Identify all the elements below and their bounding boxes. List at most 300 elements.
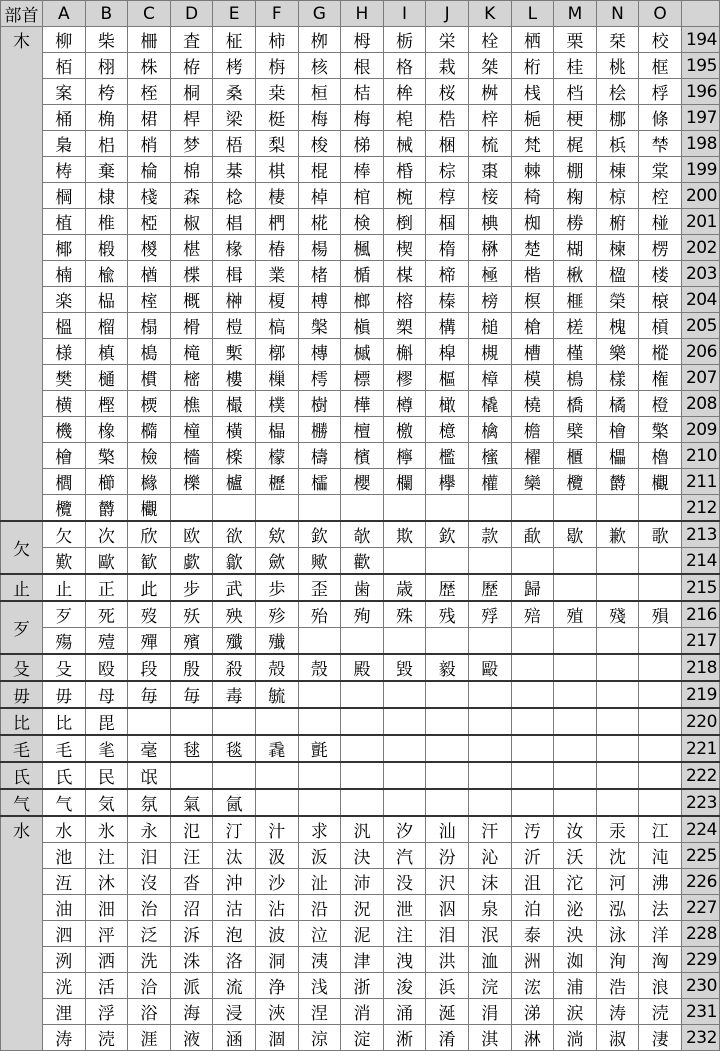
radical-column-header: 部首 [1,1,43,27]
kanji-cell: 波 [255,921,298,947]
kanji-cell: 泥 [341,921,384,947]
kanji-cell: 柿 [255,27,298,53]
kanji-cell: 桃 [596,53,639,79]
kanji-cell: 櫞 [128,469,171,495]
kanji-cell: 栃 [383,27,426,53]
kanji-cell: 沸 [639,869,682,895]
kanji-cell: 棡 [43,183,86,209]
kanji-cell: 桜 [426,79,469,105]
kanji-cell: 櫺 [298,469,341,495]
kanji-cell: 樒 [170,365,213,391]
kanji-cell: 檮 [298,443,341,469]
kanji-cell [426,628,469,655]
page-number: 210 [681,443,719,469]
kanji-cell: 汕 [426,816,469,843]
kanji-cell: 浩 [596,973,639,999]
table-row [1,681,720,708]
table-row [1,762,720,789]
kanji-cell: 浣 [468,973,511,999]
kanji-cell: 沒 [128,869,171,895]
kanji-cell [639,762,682,789]
kanji-cell [213,495,256,522]
kanji-cell: 泉 [468,895,511,921]
kanji-cell: 模 [511,365,554,391]
kanji-cell: 棘 [511,157,554,183]
table-row [1,601,720,628]
radical-cell: 欠 [1,521,43,574]
kanji-cell: 榲 [43,313,86,339]
kanji-cell: 楹 [596,261,639,287]
kanji-cell: 涎 [426,999,469,1025]
kanji-cell: 柴 [85,27,128,53]
kanji-cell: 洗 [128,947,171,973]
kanji-cell [170,708,213,735]
kanji-cell: 樣 [596,365,639,391]
kanji-cell: 椚 [255,209,298,235]
kanji-cell: 歳 [383,574,426,601]
kanji-cell: 榮 [596,287,639,313]
kanji-cell: 楙 [468,235,511,261]
page-number: 232 [681,1025,719,1051]
kanji-cell: 毬 [170,735,213,762]
table-row [1,313,720,339]
kanji-cell: 横 [43,391,86,417]
kanji-cell: 椨 [596,209,639,235]
kanji-cell: 査 [170,27,213,53]
kanji-cell: 栖 [511,27,554,53]
kanji-cell: 氓 [128,762,171,789]
kanji-cell: 浬 [43,999,86,1025]
kanji-cell [468,762,511,789]
kanji-cell: 桓 [298,79,341,105]
kanji-cell: 楼 [639,261,682,287]
kanji-cell: 泝 [170,921,213,947]
kanji-cell: 殊 [383,601,426,628]
kanji-cell: 槓 [639,313,682,339]
kanji-cell: 沃 [554,843,597,869]
kanji-cell: 梧 [213,131,256,157]
column-header-o: O [639,1,682,27]
kanji-cell: 沖 [213,869,256,895]
kanji-cell: 橄 [426,391,469,417]
kanji-cell [341,735,384,762]
page-number: 199 [681,157,719,183]
kanji-cell: 汲 [255,843,298,869]
kanji-cell: 欸 [255,521,298,548]
kanji-cell: 梦 [170,131,213,157]
page-number: 214 [681,548,719,575]
kanji-cell: 欅 [426,469,469,495]
kanji-cell: 歯 [341,574,384,601]
kanji-cell: 楕 [426,235,469,261]
kanji-cell: 櫚 [43,469,86,495]
table-row [1,209,720,235]
kanji-cell: 殪 [85,628,128,655]
kanji-cell: 梠 [85,131,128,157]
kanji-cell: 椥 [511,209,554,235]
page-number: 196 [681,79,719,105]
kanji-cell: 殻 [255,654,298,681]
kanji-cell: 歿 [128,601,171,628]
kanji-cell: 樌 [128,365,171,391]
kanji-cell: 栴 [255,53,298,79]
kanji-cell: 槧 [213,339,256,365]
kanji-cell: 洲 [511,947,554,973]
column-header-d: D [170,1,213,27]
kanji-cell: 殿 [341,654,384,681]
kanji-cell [426,681,469,708]
kanji-cell [596,681,639,708]
kanji-cell: 棯 [213,183,256,209]
kanji-cell: 櫓 [639,443,682,469]
kanji-cell: 毓 [255,681,298,708]
table-row [1,708,720,735]
kanji-cell: 汞 [596,816,639,843]
column-header-c: C [128,1,171,27]
kanji-cell: 気 [85,789,128,816]
kanji-cell: 殍 [468,601,511,628]
kanji-cell: 椒 [170,209,213,235]
kanji-cell: 椁 [426,183,469,209]
kanji-cell: 橙 [639,391,682,417]
page-number: 217 [681,628,719,655]
kanji-cell [128,708,171,735]
kanji-cell: 歇 [554,521,597,548]
kanji-cell: 涛 [596,999,639,1025]
kanji-cell: 泅 [426,895,469,921]
kanji-cell: 泪 [426,921,469,947]
kanji-cell [639,708,682,735]
kanji-cell: 段 [128,654,171,681]
kanji-cell [426,762,469,789]
kanji-cell: 歩 [255,574,298,601]
kanji-cell: 沾 [255,895,298,921]
kanji-cell: 楠 [43,261,86,287]
kanji-cell: 淒 [639,1025,682,1051]
table-row [1,443,720,469]
kanji-cell [511,789,554,816]
kanji-cell [426,735,469,762]
kanji-cell: 泙 [85,921,128,947]
kanji-cell [170,762,213,789]
kanji-cell: 榀 [85,287,128,313]
kanji-cell: 欝 [85,495,128,522]
kanji-cell: 歡 [341,548,384,575]
kanji-cell [511,654,554,681]
kanji-cell: 涜 [639,999,682,1025]
kanji-cell: 樛 [383,365,426,391]
page-number: 227 [681,895,719,921]
kanji-cell: 泡 [213,921,256,947]
kanji-cell: 槃 [298,313,341,339]
kanji-cell: 殫 [128,628,171,655]
kanji-cell: 楯 [341,261,384,287]
kanji-cell: 欒 [511,469,554,495]
kanji-cell: 榜 [468,287,511,313]
kanji-cell [468,495,511,522]
table-row [1,628,720,655]
kanji-cell [511,708,554,735]
kanji-cell [298,495,341,522]
kanji-cell: 殷 [170,654,213,681]
kanji-cell [511,681,554,708]
kanji-cell [341,681,384,708]
kanji-cell: 棔 [383,157,426,183]
kanji-cell: 池 [43,843,86,869]
kanji-cell [298,762,341,789]
kanji-cell: 桶 [43,105,86,131]
kanji-cell: 槊 [383,313,426,339]
kanji-cell: 汗 [468,816,511,843]
kanji-cell: 榑 [298,287,341,313]
kanji-cell: 沽 [213,895,256,921]
table-header [1,1,720,27]
kanji-cell: 楫 [213,261,256,287]
kanji-cell [341,708,384,735]
kanji-cell: 氣 [170,789,213,816]
kanji-cell [511,628,554,655]
kanji-cell [596,789,639,816]
kanji-cell: 洋 [639,921,682,947]
kanji-cell: 殳 [43,654,86,681]
kanji-cell: 消 [341,999,384,1025]
kanji-cell: 求 [298,816,341,843]
table-row [1,365,720,391]
kanji-cell: 歔 [170,548,213,575]
kanji-cell: 栲 [213,53,256,79]
kanji-cell: 椦 [554,209,597,235]
kanji-cell: 沐 [85,869,128,895]
kanji-cell: 氷 [85,816,128,843]
kanji-cell: 梟 [43,131,86,157]
kanji-cell: 棲 [255,183,298,209]
kanji-cell: 核 [298,53,341,79]
kanji-cell: 歎 [43,548,86,575]
kanji-cell: 欺 [383,521,426,548]
kanji-cell: 桿 [170,105,213,131]
kanji-cell: 沢 [426,869,469,895]
kanji-cell: 檀 [341,417,384,443]
kanji-cell: 汨 [128,843,171,869]
column-header-f: F [255,1,298,27]
kanji-cell [383,708,426,735]
kanji-cell: 梗 [554,105,597,131]
kanji-cell: 桙 [383,79,426,105]
kanji-cell: 楝 [596,235,639,261]
kanji-cell: 步 [170,574,213,601]
page-number: 226 [681,869,719,895]
page-number: 204 [681,287,719,313]
kanji-cell: 殀 [170,601,213,628]
table-row [1,53,720,79]
table-body [1,27,720,1051]
kanji-cell: 榻 [128,313,171,339]
kanji-cell [639,789,682,816]
table-row [1,183,720,209]
page-number: 205 [681,313,719,339]
kanji-cell: 栢 [43,53,86,79]
kanji-cell: 殄 [255,601,298,628]
kanji-cell: 槭 [341,339,384,365]
kanji-cell: 沙 [255,869,298,895]
kanji-cell: 欝 [596,469,639,495]
kanji-cell [298,789,341,816]
kanji-cell: 榊 [213,287,256,313]
kanji-cell: 榕 [383,287,426,313]
kanji-cell: 椄 [468,183,511,209]
kanji-cell: 津 [341,947,384,973]
kanji-cell [426,708,469,735]
kanji-cell: 梃 [255,105,298,131]
kanji-cell: 氈 [298,735,341,762]
kanji-cell: 液 [170,1025,213,1051]
kanji-cell: 校 [639,27,682,53]
kanji-cell: 檗 [554,417,597,443]
kanji-cell: 浤 [511,973,554,999]
kanji-cell: 楳 [383,261,426,287]
kanji-cell: 毆 [468,654,511,681]
kanji-cell: 涵 [213,1025,256,1051]
kanji-cell: 殺 [213,654,256,681]
column-header-i: I [383,1,426,27]
kanji-cell: 母 [85,681,128,708]
kanji-cell: 樗 [298,365,341,391]
kanji-cell [255,708,298,735]
kanji-cell [383,495,426,522]
kanji-cell: 淋 [511,1025,554,1051]
kanji-cell: 洩 [383,947,426,973]
column-header-h: H [341,1,384,27]
kanji-cell: 檜 [43,443,86,469]
kanji-cell: 淑 [596,1025,639,1051]
table-row [1,469,720,495]
kanji-cell: 櫻 [341,469,384,495]
page-number: 213 [681,521,719,548]
kanji-cell: 樫 [85,391,128,417]
kanji-cell [213,762,256,789]
kanji-cell: 楮 [298,261,341,287]
kanji-cell: 條 [639,105,682,131]
column-header-g: G [298,1,341,27]
kanji-cell: 流 [213,973,256,999]
table-row [1,79,720,105]
kanji-cell: 殼 [298,654,341,681]
kanji-cell: 浪 [639,973,682,999]
kanji-cell: 槐 [596,313,639,339]
kanji-cell: 楜 [554,235,597,261]
kanji-cell: 治 [128,895,171,921]
table-row [1,105,720,131]
kanji-cell: 栁 [298,27,341,53]
kanji-cell: 洵 [596,947,639,973]
kanji-cell: 泊 [511,895,554,921]
kanji-cell [468,681,511,708]
kanji-cell: 汪 [170,843,213,869]
radical-cell: 水 [1,816,43,1051]
kanji-cell: 汰 [213,843,256,869]
column-header-n: N [596,1,639,27]
kanji-cell: 淌 [554,1025,597,1051]
kanji-cell [341,495,384,522]
kanji-cell: 棊 [213,157,256,183]
kanji-cell: 棧 [128,183,171,209]
kanji-cell: 浹 [255,999,298,1025]
page-number: 215 [681,574,719,601]
kanji-cell: 毎 [128,681,171,708]
kanji-cell: 泰 [511,921,554,947]
page-number: 207 [681,365,719,391]
page-number: 219 [681,681,719,708]
kanji-cell: 涛 [43,1025,86,1051]
kanji-cell: 汽 [383,843,426,869]
kanji-cell: 桁 [511,53,554,79]
kanji-cell: 泳 [596,921,639,947]
kanji-cell: 檎 [468,417,511,443]
kanji-cell [596,708,639,735]
kanji-cell [170,495,213,522]
kanji-cell: 槫 [298,339,341,365]
kanji-cell: 殉 [341,601,384,628]
kanji-cell: 槲 [383,339,426,365]
kanji-cell: 洞 [255,947,298,973]
kanji-cell: 梱 [426,131,469,157]
table-row [1,895,720,921]
kanji-cell: 梅 [341,105,384,131]
table-row [1,973,720,999]
page-number: 212 [681,495,719,522]
kanji-cell [341,762,384,789]
page-number: 225 [681,843,719,869]
kanji-cell: 決 [341,843,384,869]
kanji-cell: 浸 [213,999,256,1025]
kanji-cell: 概 [170,287,213,313]
page-number: 203 [681,261,719,287]
kanji-cell: 毅 [426,654,469,681]
kanji-cell: 榎 [255,287,298,313]
page-number: 230 [681,973,719,999]
kanji-cell [298,681,341,708]
kanji-cell: 櫃 [554,443,597,469]
kanji-cell: 梯 [341,131,384,157]
page-number: 206 [681,339,719,365]
page-number: 202 [681,235,719,261]
kanji-cell: 楔 [383,235,426,261]
kanji-cell: 根 [341,53,384,79]
kanji-cell [596,548,639,575]
kanji-cell: 樓 [213,365,256,391]
kanji-cell: 桾 [128,105,171,131]
kanji-cell: 桑 [213,79,256,105]
kanji-cell: 樟 [468,365,511,391]
kanji-cell [639,654,682,681]
kanji-cell: 樽 [383,391,426,417]
kanji-cell: 汐 [383,816,426,843]
kanji-cell: 梹 [596,131,639,157]
kanji-cell: 檄 [383,417,426,443]
kanji-cell: 浚 [383,973,426,999]
kanji-cell: 橈 [511,391,554,417]
kanji-cell: 楚 [511,235,554,261]
page-number: 220 [681,708,719,735]
kanji-cell: 洛 [213,947,256,973]
kanji-cell: 檬 [255,443,298,469]
table-row [1,789,720,816]
kanji-cell: 歴 [426,574,469,601]
table-row [1,339,720,365]
kanji-cell: 桔 [341,79,384,105]
kanji-cell: 栽 [426,53,469,79]
kanji-cell: 槍 [511,313,554,339]
